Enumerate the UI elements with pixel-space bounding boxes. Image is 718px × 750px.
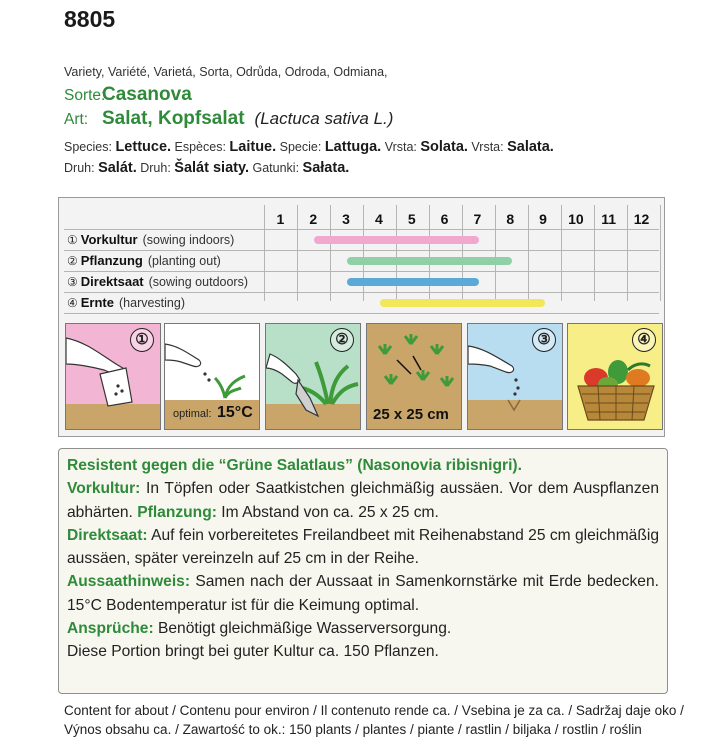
stage-row [67, 293, 267, 312]
species-line-2 [64, 160, 349, 176]
month-label: 1 [276, 211, 285, 227]
art-value: Salat, Kopfsalat [102, 108, 245, 129]
stage-number: ② [67, 254, 78, 268]
month-label: 8 [506, 211, 515, 227]
species-value: Lattuga. [324, 139, 382, 155]
sorte-row [64, 84, 192, 106]
sowing-calendar [58, 197, 665, 437]
month-label: 5 [407, 211, 416, 227]
species-label: Species: [64, 140, 112, 154]
month-label: 11 [601, 211, 617, 227]
direktsaat-label: Direktsaat: [67, 526, 148, 544]
stage-english: (sowing outdoors) [148, 275, 248, 289]
species-label: Gatunki: [252, 161, 300, 175]
grid-line [594, 205, 595, 301]
vorkultur-label: Vorkultur: [67, 480, 141, 498]
species-label: Druh: [64, 161, 95, 175]
grid-line [462, 205, 463, 301]
sorte-label: Sorte: [64, 87, 106, 104]
product-code: 8805 [64, 6, 116, 32]
month-label: 3 [342, 211, 350, 227]
optimal-temperature: 15°C [217, 404, 253, 421]
stage-name: Direktsaat [80, 274, 144, 289]
grid-line [297, 205, 298, 301]
stage-badge-4: ④ [632, 328, 656, 352]
stage-row [67, 272, 267, 291]
stage-name: Ernte [80, 295, 114, 310]
month-label: 2 [309, 211, 318, 227]
species-value: Salát. [98, 160, 137, 176]
variety-line: Variety, Variété, Varietá, Sorta, Odrůda, Odroda, Odmiana, [64, 65, 388, 79]
grid-line [561, 205, 562, 301]
species-label: Vrsta: [471, 140, 504, 154]
stage-period-bar [347, 257, 512, 265]
species-value: Salata. [507, 139, 554, 155]
grid-line [429, 205, 430, 301]
stage-row [67, 251, 267, 270]
panel-plant-spacing [366, 323, 462, 430]
month-label: 12 [633, 211, 650, 227]
content-line-2: Výnos obsahu ca. / Zawartość to ok.: 150 plants / plantes / piante / rastlin / biljaka / rostlin / roślin [64, 722, 642, 737]
direktsaat-text: Auf fein vorbereitetes Freilandbeet mit Reihenabstand 25 cm gleichmäßig aussäen, später vereinzeln auf 25 cm in der Reihe. [67, 526, 660, 568]
plant-spacing: 25 x 25 cm [373, 406, 449, 423]
panel-planting-out [265, 323, 361, 430]
stage-english: (harvesting) [119, 296, 185, 310]
species-label: Druh: [140, 161, 171, 175]
month-label: 7 [473, 211, 482, 227]
stage-number: ③ [67, 275, 78, 289]
species-value: Solata. [420, 139, 468, 155]
stage-period-bar [314, 236, 479, 244]
stage-number: ④ [67, 296, 78, 310]
species-label: Vrsta: [384, 140, 417, 154]
grid-line [660, 205, 661, 301]
species-value: Sałata. [302, 160, 350, 176]
month-label: 9 [539, 211, 547, 227]
grid-line [330, 205, 331, 301]
species-value: Laitue. [229, 139, 277, 155]
stage-badge-3: ③ [532, 328, 556, 352]
species-label: Espèces: [174, 140, 226, 154]
months-header [264, 209, 658, 229]
stage-name: Pflanzung [80, 253, 143, 268]
stage-name: Vorkultur [80, 232, 138, 247]
grid-line [528, 205, 529, 301]
species-value: Lettuce. [115, 139, 172, 155]
species-value: Šalát siaty. [174, 160, 249, 176]
stage-row [67, 230, 267, 249]
panel-sowing-indoors [65, 323, 161, 430]
optimal-label: optimal: [173, 408, 212, 420]
content-line-1: Content for about / Contenu pour environ / Il contenuto rende ca. / Vsebina je za ca. / Sadržaj daje oko / [64, 703, 684, 718]
panel-harvesting [567, 323, 663, 430]
panel-sowing-outdoors [467, 323, 563, 430]
species-line-1 [64, 139, 554, 155]
instructions-box [58, 448, 668, 694]
resistance-note: Resistent gegen die “Grüne Salatlaus” (Nasonovia ribisnigri). [67, 457, 522, 474]
vorkultur-text: In Töpfen oder Saatkistchen gleichmäßig aussäen. Vor dem Auspflanzen abhärten. [67, 480, 659, 521]
stage-english: (sowing indoors) [142, 233, 235, 247]
sorte-value: Casanova [102, 84, 192, 105]
aussaathinweis-label: Aussaathinweis: [67, 573, 191, 591]
pflanzung-label: Pflanzung: [137, 503, 217, 521]
stage-period-bar [347, 278, 479, 286]
stage-english: (planting out) [147, 254, 221, 268]
ansprueche-text: Benötigt gleichmäßige Wasserversorgung. [153, 620, 452, 638]
portion-text: Diese Portion bringt bei guter Kultur ca. 150 Pflanzen. [67, 643, 439, 661]
art-row [64, 108, 393, 130]
species-label: Specie: [279, 140, 322, 154]
stage-badge-2: ② [330, 328, 354, 352]
ansprueche-label: Ansprüche: [67, 620, 154, 638]
grid-line [363, 205, 364, 301]
grid-line [495, 205, 496, 301]
grid-line [396, 205, 397, 301]
stage-period-bar [380, 299, 545, 307]
pflanzung-text: Im Abstand von ca. 25 x 25 cm. [216, 503, 439, 521]
stage-number: ① [67, 233, 78, 247]
month-label: 6 [440, 211, 449, 227]
grid-line [627, 205, 628, 301]
art-latin: (Lactuca sativa L.) [254, 109, 394, 128]
month-label: 4 [375, 211, 383, 227]
stage-badge-1: ① [130, 328, 154, 352]
grid-line [64, 313, 659, 314]
month-label: 10 [568, 211, 584, 227]
panel-germination-temperature [164, 323, 260, 430]
aussaathinweis-text: Samen nach der Aussaat in Samenkornstärke mit Erde bedecken. 15°C Bodentemperatur ist für die Keimung optimal. [67, 573, 659, 614]
art-label: Art: [64, 111, 89, 128]
